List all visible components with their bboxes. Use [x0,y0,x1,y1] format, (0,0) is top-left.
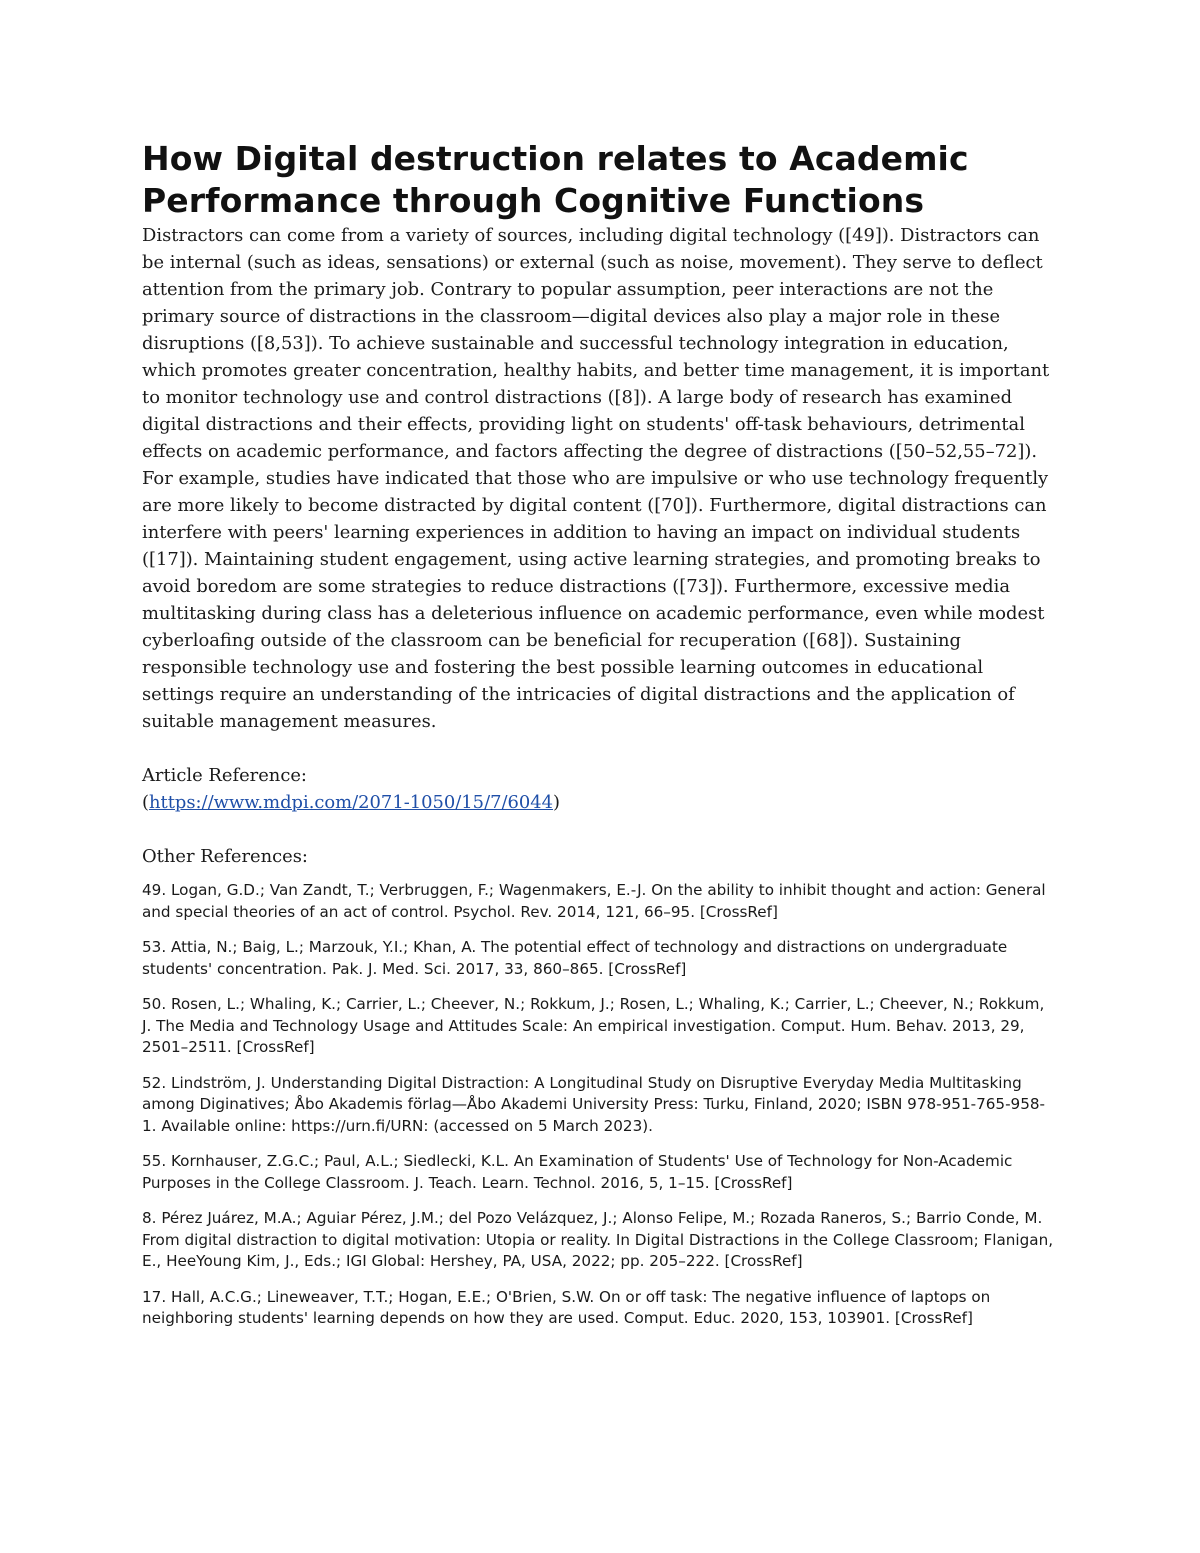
reference-item: 50. Rosen, L.; Whaling, K.; Carrier, L.; Cheever, N.; Rokkum, J.; Rosen, L.; Whaling, K.; Carrier, L.; Cheever, N.; Rokkum, J. The Media and Technology Usage and Attitudes Scale: An empirical investigation. Comput. Hum. Behav. 2013, 29, 2501–2511. [CrossRef] [142,995,1045,1056]
article-reference-link[interactable]: https://www.mdpi.com/2071-1050/15/7/6044 [148,792,554,813]
reference-item: 8. Pérez Juárez, M.A.; Aguiar Pérez, J.M.; del Pozo Velázquez, J.; Alonso Felipe, M.; Rozada Raneros, S.; Barrio Conde, M. From digital distraction to digital motivation: Utopia or reality. In Digital Distractions in the College Classroom; Flanigan, E., HeeYoung Kim, J., Eds.; IGI Global: Hershey, PA, USA, 2022; pp. 205–222. [CrossRef] [142,1209,1054,1270]
document-page [142,138,1057,1344]
reference-item: 53. Attia, N.; Baig, L.; Marzouk, Y.I.; Khan, A. The potential effect of technology and distractions on undergraduate students' concentration. Pak. J. Med. Sci. 2017, 33, 860–865. [CrossRef] [142,938,1008,978]
section-spacer [142,816,1057,843]
reference-item: 49. Logan, G.D.; Van Zandt, T.; Verbruggen, F.; Wagenmakers, E.-J. On the ability to inhibit thought and action: General and special theories of an act of control. Psychol. Rev. 2014, 121, 66–95. [CrossRef] [142,881,1046,921]
link-close-paren: ) [553,792,561,813]
article-reference-line [142,789,1057,816]
document-title: How Digital destruction relates to Academic Performance through Cognitive Functions [142,139,969,220]
link-open-paren: ( [142,792,149,813]
other-references-label: Other References: [142,846,308,867]
paragraph-spacer [142,735,1057,762]
reference-item: 52. Lindström, J. Understanding Digital Distraction: A Longitudinal Study on Disruptive Everyday Media Multitasking among Diginatives; Åbo Akademis förlag—Åbo Akademi University Press: Turku, Finland, 2020; ISBN 978-951-765-958-1. Available online: https://urn.fi/URN: (accessed on 5 March 2023). [142,1073,1046,1135]
reference-item: 17. Hall, A.C.G.; Lineweaver, T.T.; Hogan, E.E.; O'Brien, S.W. On or off task: The negative influence of laptops on neighboring students' learning depends on how they are used. Comput. Educ. 2020, 153, 103901. [CrossRef] [142,1287,991,1327]
reference-list [142,880,1057,1330]
reference-item: 55. Kornhauser, Z.G.C.; Paul, A.L.; Siedlecki, K.L. An Examination of Students' Use of Technology for Non-Academic Purposes in the College Classroom. J. Teach. Learn. Technol. 2016, 5, 1–15. [CrossRef] [142,1152,1013,1192]
body-paragraph-2: For example, studies have indicated that those who are impulsive or who use technology frequently are more likely to become distracted by digital content ([70]). Furthermore, digital distractions can interfere with peers' learning experiences in addition to having an impact on individual students ([17]). Maintaining student engagement, using active learning strategies, and promoting breaks to avoid boredom are some strategies to reduce distractions ([73]). Furthermore, excessive media multitasking during class has a deleterious influence on academic performance, even while modest cyberloafing outside of the classroom can be beneficial for recuperation ([68]). Sustaining responsible technology use and fostering the best possible learning outcomes in educational settings require an understanding of the intricacies of digital distractions and the application of suitable management measures. [142,468,1049,732]
body-paragraph-1: Distractors can come from a variety of sources, including digital technology ([49]). Distractors can be internal (such as ideas, sensations) or external (such as noise, movement). They serve to deflect attention from the primary job. Contrary to popular assumption, peer interactions are not the primary source of distractions in the classroom—digital devices also play a major role in these disruptions ([8,53]). To achieve sustainable and successful technology integration in education, which promotes greater concentration, healthy habits, and better time management, it is important to monitor technology use and control distractions ([8]). A large body of research has examined digital distractions and their effects, providing light on students' off-task behaviours, detrimental effects on academic performance, and factors affecting the degree of distractions ([50–52,55–72]). [142,225,1050,462]
article-reference-label: Article Reference: [142,765,307,786]
